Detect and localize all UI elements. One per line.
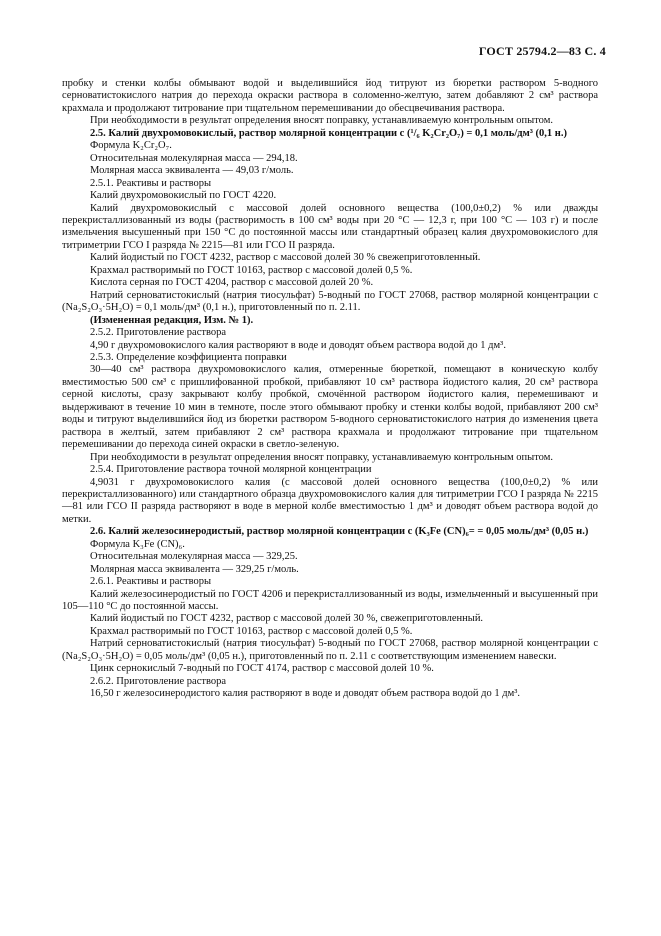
paragraph: Молярная масса эквивалента — 329,25 г/моль. <box>90 563 299 575</box>
section-heading: 2.6. Калий железосинеродистый, раствор молярной концентрации c (K₃Fe (CN)₆= = 0,05 моль/дм³ (0,05 н.) <box>90 526 589 538</box>
paragraph: 16,50 г железосинеродистого калия растворяют в воде и доводят объем раствора водой до 1 дм³. <box>90 688 521 700</box>
paragraph: Калий йодистый по ГОСТ 4232, раствор с массовой долей 30 % свежеприготовленный. <box>90 252 481 264</box>
paragraph: Относительная молекулярная масса — 329,25. <box>90 551 298 563</box>
page-header: ГОСТ 25794.2—83 С. 4 <box>478 44 606 58</box>
document-body <box>62 78 598 701</box>
paragraph: Крахмал растворимый по ГОСТ 10163, раствор с массовой долей 0,5 %. <box>90 625 413 637</box>
paragraph: Молярная масса эквивалента — 49,03 г/моль. <box>90 165 294 177</box>
paragraph: Натрий серноватистокислый (натрия тиосульфат) 5-водный по ГОСТ 27068, раствор молярной концентрации c (Na₂S₂O₃·5H₂O) = 0,1 моль/дм³ (0,1 н.), приготовленный по п. 2.11. <box>62 289 598 314</box>
paragraph: 4,9031 г двухромовокислого калия (с массовой долей основного вещества (100,0±0,2) % или перекристаллизованного) или стандартного образца двухромовокислого калия для титриметрии ГСО I разряда № 2215—81 или ГСО II разряда растворяют в воде в мерной колбе вместимостью 1 дм³ и доводят объем раствора водой до метки. <box>62 476 598 525</box>
subsection-heading: 2.5.2. Приготовление раствора <box>90 327 227 339</box>
paragraph: Натрий серноватистокислый (натрия тиосульфат) 5-водный по ГОСТ 27068, раствор молярной концентрации c (Na₂S₂O₃·5H₂O) = 0,05 моль/дм³ (0,05 н.), приготовленный по п. 2.11 с соответствующим изменением навески. <box>62 638 598 662</box>
amendment-note: (Измененная редакция, Изм. № 1). <box>90 314 254 326</box>
subsection-heading: 2.6.1. Реактивы и растворы <box>90 576 212 588</box>
paragraph: Калий железосинеродистый по ГОСТ 4206 и перекристаллизованный из воды, измельченный и высушенный при 105—110 °С до постоянной массы. <box>62 588 598 613</box>
paragraph: Формула K₂Cr₂O₇. <box>90 140 172 152</box>
paragraph: При необходимости в результат определения вносят поправку, устанавливаемую контрольным опытом. <box>90 115 553 127</box>
paragraph: Крахмал растворимый по ГОСТ 10163, раствор с массовой долей 0,5 %. <box>90 264 413 276</box>
paragraph: Кислота серная по ГОСТ 4204, раствор с массовой долей 20 %. <box>90 277 374 289</box>
paragraph: При необходимости в результат определения вносят поправку, устанавливаемую контрольным опытом. <box>90 451 553 463</box>
subsection-heading: 2.6.2. Приготовление раствора <box>90 675 227 687</box>
paragraph: пробку и стенки колбы обмывают водой и выделившийся йод титруют из бюретки раствором 5-водного серноватистокислого натрия до перехода окраски раствора в соломенно-желтую, затем добавляют 2 см³ раствора крахмала и продолжают титрование при тщательном перемешивании до обесцвечивания раствора. <box>62 78 598 114</box>
paragraph: Формула K₃Fe (CN)₆. <box>90 538 185 550</box>
paragraph: 30—40 см³ раствора двухромовокислого калия, отмеренные бюреткой, помещают в коническую колбу вместимостью 500 см³ с пришлифованной пробкой, прибавляют 10 см³ раствора йодистого калия, 20 см³ раствора серной кислоты, сразу закрывают колбу пробкой, смочённой раствором йодистого калия, перемешивают и выдерживают в течение 10 мин в темноте, после этого обмывают пробку и стенки колбы водой, прибавляют 200 см³ воды и титруют выделившийся йод из бюретки раствором 5-водного серноватистокислого натрия до изменения цвета раствора в желтый, затем прибавляют 2 см³ раствора крахмала и продолжают титрование при тщательном перемешивании до перехода синей окраски в светло-зеленую. <box>62 364 598 451</box>
paragraph: Калий йодистый по ГОСТ 4232, раствор с массовой долей 30 %, свежеприготовленный. <box>90 613 484 625</box>
paragraph: 4,90 г двухромовокислого калия растворяют в воде и доводят объем раствора водой до 1 дм³. <box>90 339 506 351</box>
subsection-heading: 2.5.4. Приготовление раствора точной молярной концентрации <box>90 464 372 476</box>
paragraph: Относительная молекулярная масса — 294,18. <box>90 152 298 164</box>
paragraph: Калий двухромовокислый по ГОСТ 4220. <box>90 190 277 202</box>
section-heading: 2.5. Калий двухромовокислый, раствор молярной концентрации c (¹/₆ K₂Cr₂O₇) = 0,1 моль/дм³ (0,1 н.) <box>90 127 567 139</box>
paragraph: Калий двухромовокислый с массовой долей основного вещества (100,0±0,2) % или дважды перекристаллизованный из воды (растворимость в 100 см³ воды при 20 °С — 12,3 г, при 100 °С — 103 г) и после измельчения высушенный при 150 °С до постоянной массы или стандартный образец калия двухромовокислого для титриметрии ГСО I разряда № 2215—81 или ГСО II разряда. <box>62 202 598 251</box>
paragraph: Цинк сернокислый 7-водный по ГОСТ 4174, раствор с массовой долей 10 %. <box>90 663 434 675</box>
subsection-heading: 2.5.3. Определение коэффициента поправки <box>90 351 287 363</box>
subsection-heading: 2.5.1. Реактивы и растворы <box>90 177 212 189</box>
